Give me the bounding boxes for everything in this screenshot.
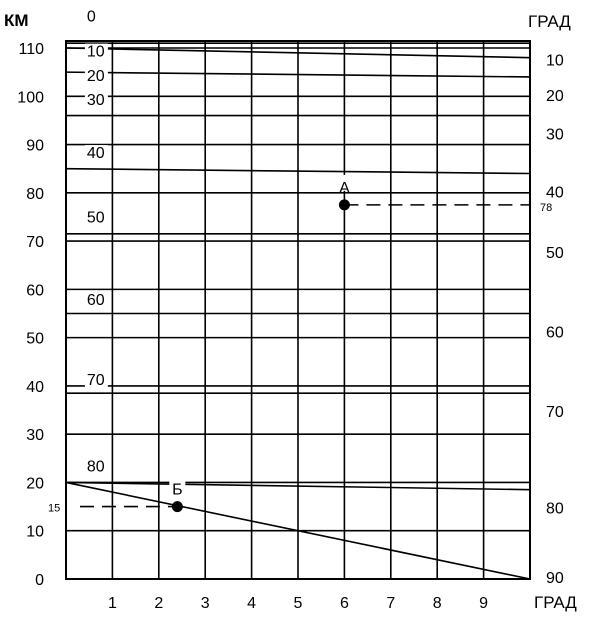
isoline-label: 20 — [86, 67, 105, 85]
isoline-right-label: 10 — [546, 52, 564, 70]
isoline-label: 60 — [86, 291, 105, 309]
isoline-left-labels — [85, 8, 108, 475]
x-tick-label: 5 — [293, 595, 303, 612]
left-axis-unit: КМ — [4, 11, 29, 30]
isoline-right-label: 50 — [546, 244, 564, 262]
y-tick-label: 100 — [17, 89, 44, 107]
y-tick-label: 90 — [26, 137, 44, 155]
y-tick-label: 0 — [35, 572, 44, 589]
isoline-label: 70 — [86, 371, 105, 389]
x-tick-label: 8 — [432, 595, 442, 612]
y-tick-label: 50 — [26, 330, 44, 348]
x-tick-label: 3 — [200, 595, 210, 612]
point-marker — [339, 199, 350, 210]
isoline-right-label: 70 — [546, 404, 564, 422]
isoline-right-labels — [546, 53, 564, 587]
x-tick-label: 7 — [386, 595, 396, 612]
isoline-label: 30 — [86, 91, 105, 109]
isoline-right-label: 90 — [546, 570, 564, 587]
bottom-axis-unit: ГРАД — [534, 593, 577, 612]
right-axis-unit: ГРАД — [528, 12, 571, 31]
point-label: А — [339, 179, 350, 197]
isoline-right-label: 30 — [546, 126, 564, 144]
x-tick-label: 2 — [154, 595, 164, 612]
isoline-right-label: 60 — [546, 324, 564, 342]
isoline-right-label: 20 — [546, 87, 564, 105]
point-value-label: 78 — [540, 201, 553, 214]
y-tick-label: 60 — [26, 282, 44, 300]
grid-group — [66, 41, 530, 579]
y-tick-label: 80 — [26, 185, 44, 203]
y-tick-label: 30 — [26, 427, 44, 445]
point-label: Б — [172, 481, 183, 499]
y-tick-label: 10 — [26, 523, 44, 541]
x-tick-label: 1 — [107, 595, 117, 612]
markers-group — [48, 175, 552, 515]
x-tick-label: 4 — [247, 595, 257, 612]
isoline-label: 80 — [86, 458, 105, 476]
y-tick-label: 70 — [26, 234, 44, 252]
point-value-label: 15 — [48, 502, 61, 515]
y-tick-label: 40 — [26, 378, 44, 396]
y-tick-label: 110 — [18, 41, 44, 58]
isoline-label: 0 — [86, 8, 96, 26]
y-tick-labels — [17, 41, 44, 589]
isoline-right-label: 40 — [546, 184, 564, 202]
x-tick-labels — [108, 595, 488, 612]
y-tick-label: 20 — [26, 475, 44, 493]
isoline-label: 10 — [86, 43, 105, 61]
isoline-right-label: 80 — [546, 500, 564, 518]
x-tick-label: 6 — [339, 595, 349, 612]
x-tick-label: 9 — [479, 595, 489, 612]
isoline-label: 40 — [86, 145, 105, 163]
point-marker — [172, 501, 183, 512]
isoline-label: 50 — [86, 209, 105, 227]
